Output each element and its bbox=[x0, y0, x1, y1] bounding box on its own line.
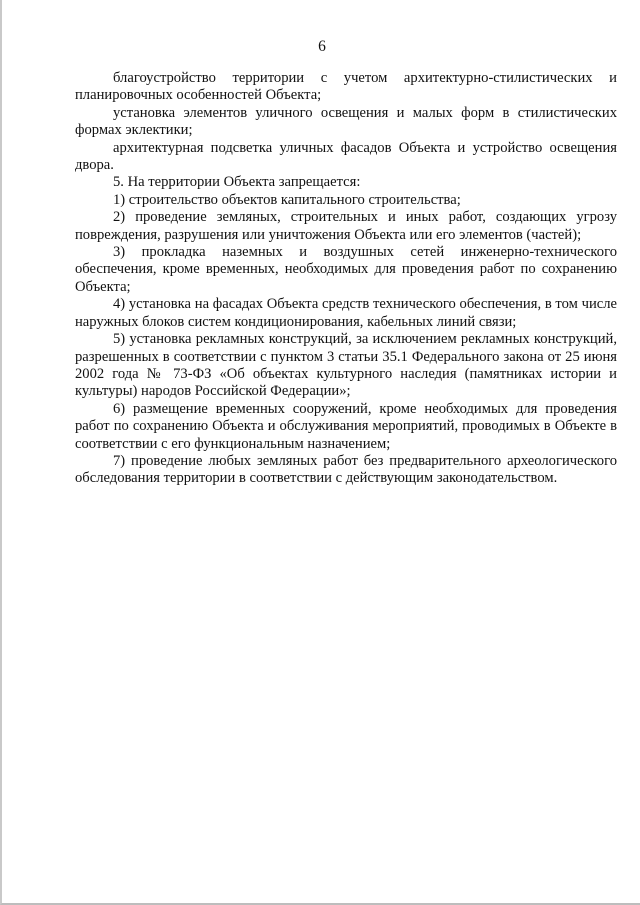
list-item-5: 5) установка рекламных конструкций, за исключением рекламных конструкций, разрешенных в соответствии с пунктом 3 статьи 35.1 Федерального закона от 25 июня 2002 года № 73-ФЗ «Об объектах культурного наследия (памятниках истории и культуры) народов Российской Федерации»; bbox=[75, 331, 617, 400]
list-item-1: 1) строительство объектов капитального строительства; bbox=[113, 191, 461, 208]
list-item-6: 6) размещение временных сооружений, кроме необходимых для проведения работ по сохранению Объекта и обслуживания мероприятий, проводимых в Объекте в соответствии с его функциональным назначением; bbox=[75, 400, 617, 452]
paragraph-street-lighting: установка элементов уличного освещения и малых форм в стилистических формах эклектики; bbox=[75, 104, 617, 139]
list-item-3: 3) прокладка наземных и воздушных сетей инженерно-технического обеспечения, кроме временных, необходимых для проведения работ по сохранению Объекта; bbox=[75, 244, 617, 295]
paragraph-landscaping: благоустройство территории с учетом архитектурно-стилистических и планировочных особенностей Объекта; bbox=[75, 70, 617, 104]
paragraph-prohibitions-heading: 5. На территории Объекта запрещается: bbox=[113, 174, 361, 191]
list-item-7: 7) проведение любых земляных работ без предварительного археологического обследования территории в соответствии с действующим законодательством. bbox=[75, 452, 617, 487]
list-item-2: 2) проведение земляных, строительных и иных работ, создающих угрозу повреждения, разрушения или уничтожения Объекта или его элементов (частей); bbox=[75, 209, 617, 243]
page-number: 6 bbox=[318, 38, 326, 55]
list-item-4: 4) установка на фасадах Объекта средств технического обеспечения, в том числе наружных блоков систем кондиционирования, кабельных линий связи; bbox=[75, 296, 617, 330]
document-body bbox=[75, 70, 617, 488]
paragraph-facade-lighting: архитектурная подсветка уличных фасадов Объекта и устройство освещения двора. bbox=[75, 139, 617, 174]
